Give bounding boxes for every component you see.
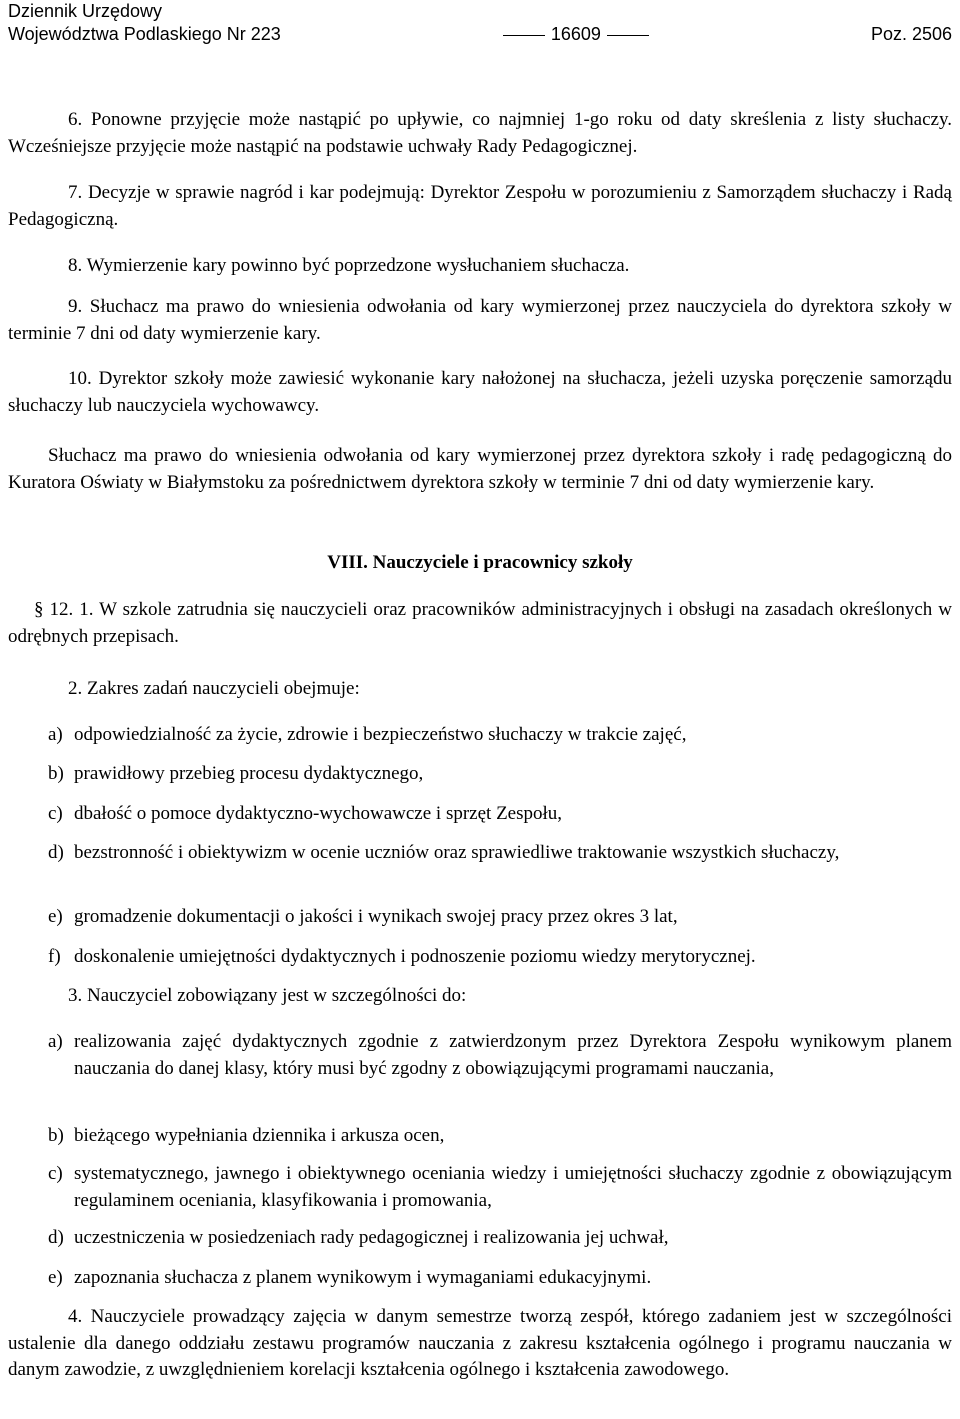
paragraph-6: 6. Ponowne przyjęcie może nastąpić po upływie, co najmniej 1-go roku od daty skreślenia z listy słuchaczy. Wcześniejsze przyjęcie może nastąpić na podstawie uchwały Rady Pedagogicznej. [8, 109, 952, 157]
list-text: odpowiedzialność za życie, zdrowie i bezpieczeństwo słuchaczy w trakcie zajęć, [74, 724, 687, 745]
list-text: doskonalenie umiejętności dydaktycznych i podnoszenie poziomu wiedzy merytorycznej. [74, 946, 756, 967]
header-line2 [8, 23, 952, 46]
list-marker: a) [48, 1031, 63, 1052]
page-number-block [503, 23, 649, 46]
list-text: gromadzenie dokumentacji o jakości i wynikach swojej pracy przez okres 3 lat, [74, 906, 678, 927]
list-marker: e) [48, 1267, 63, 1288]
list-text: systematycznego, jawnego i obiektywnego oceniania wiedzy i umiejętności słuchaczy zgodnie z obowiązującym regulaminem oceniania, klasyfikowania i promowania, [74, 1163, 952, 1211]
list-text: bezstronność i obiektywizm w ocenie uczniów oraz sprawiedliwe traktowanie wszystkich słuchaczy, [74, 842, 840, 863]
list3-item-a [8, 1029, 952, 1082]
list3-item-b [8, 1123, 952, 1150]
list2-item-d [8, 840, 952, 867]
list-text: zapoznania słuchacza z planem wynikowym i wymaganiami edukacyjnymi. [74, 1267, 652, 1288]
section12-paragraph-4: 4. Nauczyciele prowadzący zajęcia w danym semestrze tworzą zespół, którego zadaniem jest w szczególności ustalenie dla danego oddziału zestawu programów nauczania z zakresu kształcenia ogólnego i programu nauczania w danym zawodzie, z uwzględnieniem korelacji kształcenia ogólnego i kształcenia zawodowego. [8, 1306, 952, 1380]
section12-paragraph-2: 2. Zakres zadań nauczycieli obejmuje: [68, 678, 360, 699]
section12-paragraph-3: 3. Nauczyciel zobowiązany jest w szczególności do: [68, 985, 467, 1006]
list-marker: c) [48, 803, 63, 824]
section12-paragraph-1: § 12. 1. W szkole zatrudnia się nauczycieli oraz pracowników administracyjnych i obsługi na zasadach określonych w odrębnych przepisach. [8, 599, 952, 647]
list-marker: a) [48, 724, 63, 745]
dash-left [503, 35, 545, 36]
list-marker: f) [48, 946, 61, 967]
list-text: uczestniczenia w posiedzeniach rady pedagogicznej i realizowania jej uchwał, [74, 1227, 669, 1248]
list-marker: d) [48, 842, 64, 863]
page-header [8, 0, 952, 46]
list3-item-e [8, 1265, 952, 1292]
list2-item-a [8, 722, 952, 749]
paragraph-7: 7. Decyzje w sprawie nagród i kar podejmują: Dyrektor Zespołu w porozumieniu z Samorządem słuchaczy i Radą Pedagogiczną. [8, 182, 952, 230]
list2-item-f [8, 944, 952, 971]
section-heading: VIII. Nauczyciele i pracownicy szkoły [327, 552, 633, 573]
list2-item-c [8, 801, 952, 828]
list3-item-d [8, 1225, 952, 1252]
paragraph-10: 10. Dyrektor szkoły może zawiesić wykonanie kary nałożonej na słuchacza, jeżeli uzyska poręczenie samorządu słuchaczy lub nauczyciela wychowawcy. [8, 368, 952, 416]
journal-title-line1: Dziennik Urzędowy [8, 1, 163, 21]
list-text: realizowania zajęć dydaktycznych zgodnie z zatwierdzonym przez Dyrektora Zespołu wynikowym planem nauczania do danej klasy, który musi być zgodny z obowiązującymi programami nauczania, [74, 1031, 952, 1079]
list-marker: d) [48, 1227, 64, 1248]
list-marker: e) [48, 906, 63, 927]
list-marker: c) [48, 1163, 63, 1184]
paragraph-8: 8. Wymierzenie kary powinno być poprzedzone wysłuchaniem słuchacza. [68, 255, 630, 276]
dash-right [607, 35, 649, 36]
journal-title-line2: Województwa Podlaskiego Nr 223 [8, 24, 281, 44]
paragraph-9: 9. Słuchacz ma prawo do wniesienia odwołania od kary wymierzonej przez nauczyciela do dyrektora szkoły w terminie 7 dni od daty wymierzenie kary. [8, 296, 952, 344]
list-marker: b) [48, 763, 64, 784]
page-number: 16609 [550, 24, 601, 44]
list-text: prawidłowy przebieg procesu dydaktycznego, [74, 763, 424, 784]
list2-item-b [8, 761, 952, 788]
list-text: dbałość o pomoce dydaktyczno-wychowawcze i sprzęt Zespołu, [74, 803, 563, 824]
list2-item-e [8, 904, 952, 931]
position-number: Poz. 2506 [870, 24, 952, 44]
paragraph-appeal: Słuchacz ma prawo do wniesienia odwołania od kary wymierzonej przez dyrektora szkoły i radę pedagogiczną do Kuratora Oświaty w Białymstoku za pośrednictwem dyrektora szkoły w terminie 7 dni od daty wymierzenie kary. [8, 445, 952, 493]
list-text: bieżącego wypełniania dziennika i arkusza ocen, [74, 1125, 445, 1146]
list3-item-c [8, 1161, 952, 1214]
list-marker: b) [48, 1125, 64, 1146]
